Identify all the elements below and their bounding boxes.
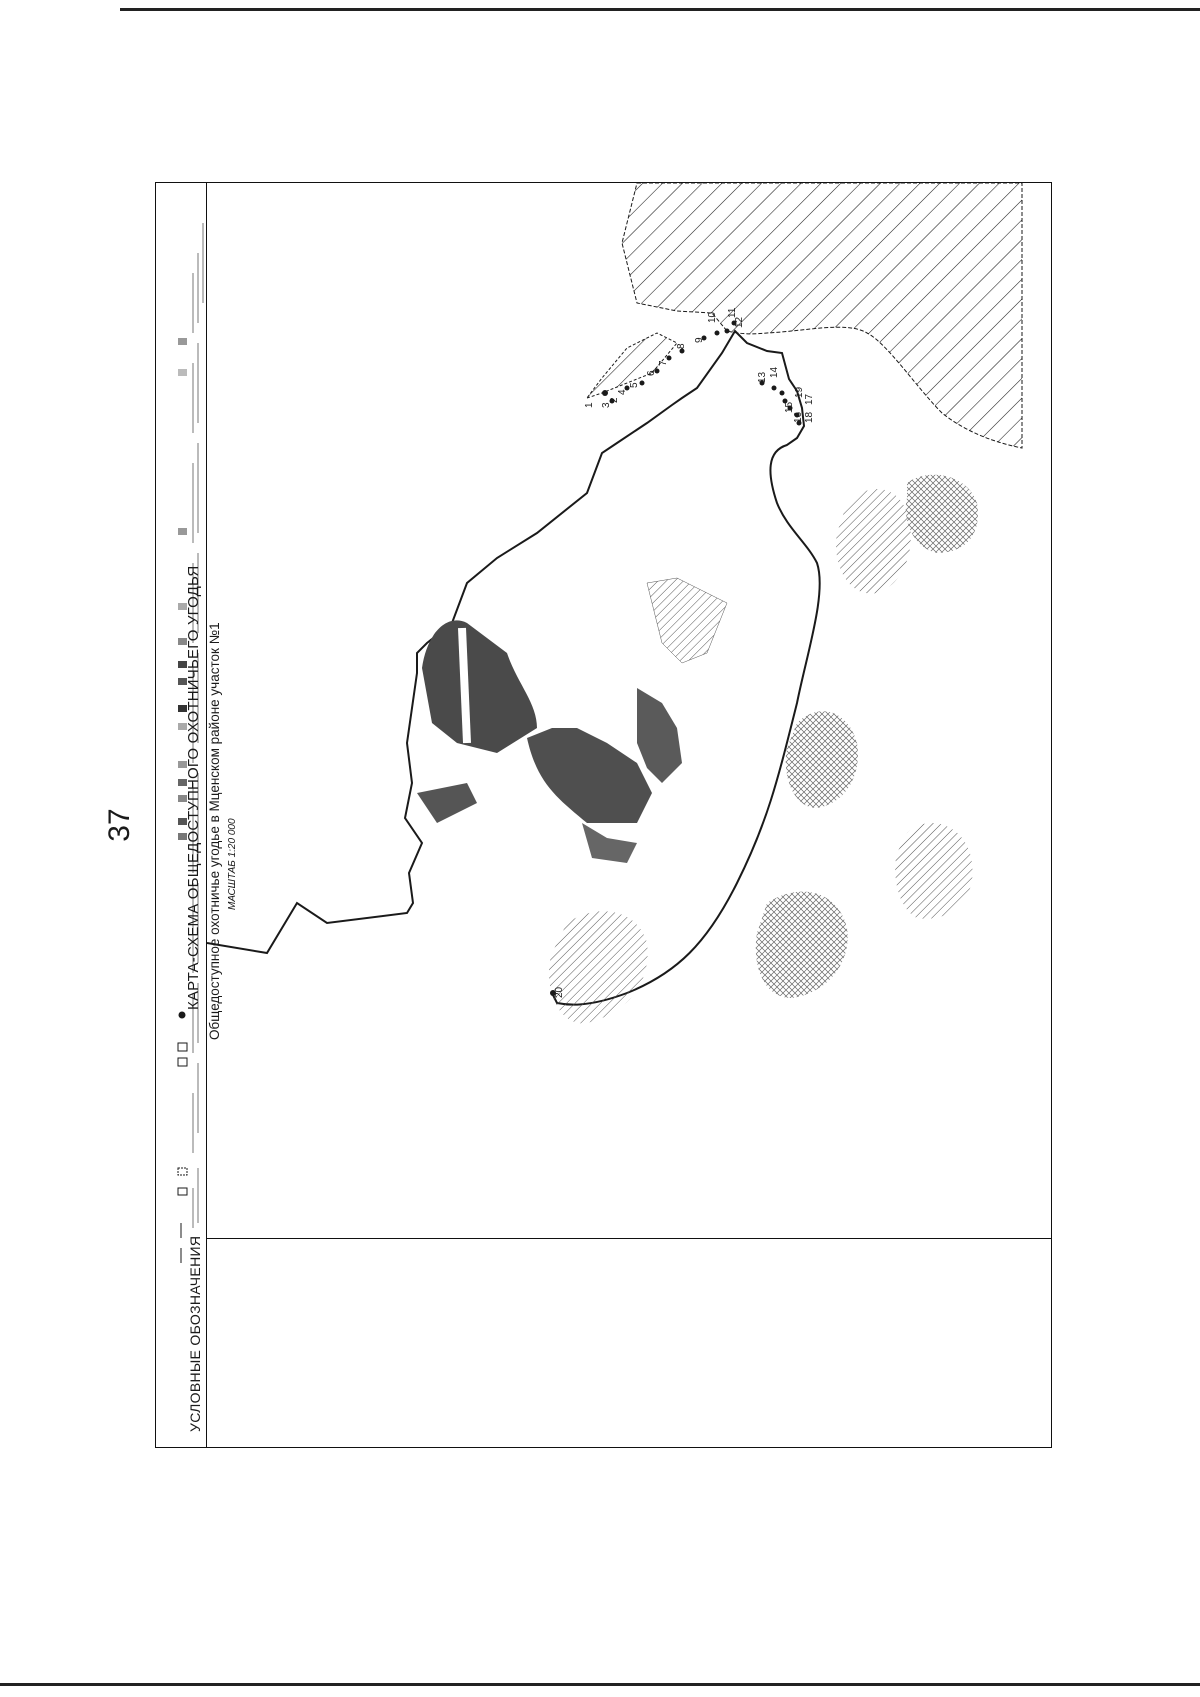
map-canvas xyxy=(207,183,1052,1238)
svg-text:16: 16 xyxy=(793,411,804,423)
shrub-patch-5 xyxy=(895,823,972,919)
svg-text:4: 4 xyxy=(617,389,628,395)
map-frame-line xyxy=(207,1238,1052,1239)
svg-text:9: 9 xyxy=(694,337,705,343)
svg-text:2: 2 xyxy=(609,397,620,403)
forest-block-3 xyxy=(527,728,652,823)
svg-text:11: 11 xyxy=(727,307,738,318)
svg-text:12: 12 xyxy=(734,316,745,328)
shrub-patch-2 xyxy=(836,489,911,593)
map-title: КАРТА-СХЕМА ОБЩЕДОСТУПНОГО ОХОТНИЧЬЕГО УГОДЬЯ xyxy=(185,565,202,1010)
forest-block-2 xyxy=(417,783,477,823)
legend-swatch-boundary xyxy=(178,1168,187,1175)
svg-text:20: 20 xyxy=(554,986,565,998)
map-drawing xyxy=(207,183,1052,1238)
forest-clearing xyxy=(462,628,467,743)
svg-text:10: 10 xyxy=(707,311,718,323)
shrub-patch-1 xyxy=(549,911,648,1023)
svg-text:1: 1 xyxy=(584,402,595,408)
legend-heading: УСЛОВНЫЕ ОБОЗНАЧЕНИЯ xyxy=(187,1235,203,1432)
svg-text:6: 6 xyxy=(646,370,657,376)
boundary-point-markers xyxy=(550,321,802,997)
svg-text:5: 5 xyxy=(629,382,640,388)
hunting-ground-boundary xyxy=(207,331,820,1005)
svg-text:17: 17 xyxy=(804,393,815,405)
shrub-patch-3 xyxy=(786,711,858,808)
forest-block-1 xyxy=(422,620,537,753)
forest-block-5 xyxy=(647,578,727,663)
scan-edge-line-top xyxy=(120,8,1200,11)
svg-text:18: 18 xyxy=(804,411,815,423)
map-sheet xyxy=(155,182,1052,1448)
svg-text:14: 14 xyxy=(769,366,780,378)
shrub-patch-4 xyxy=(756,892,848,998)
svg-text:13: 13 xyxy=(757,371,768,383)
svg-text:15: 15 xyxy=(784,401,795,413)
forest-block-4 xyxy=(637,688,682,783)
svg-text:8: 8 xyxy=(676,343,687,349)
restricted-zone-upper xyxy=(622,183,1022,448)
page-number: 37 xyxy=(103,808,136,842)
legend-swatch-area xyxy=(178,1188,187,1195)
svg-text:3: 3 xyxy=(601,402,612,408)
legend-swatch-settlement xyxy=(178,1058,187,1066)
forest-strip xyxy=(582,823,637,863)
legend-heading-block xyxy=(187,182,237,1432)
svg-text:7: 7 xyxy=(658,360,669,366)
map-scale: МАСШТАБ 1:20 000 xyxy=(227,818,238,910)
shrub-patch-6 xyxy=(906,475,978,553)
scan-edge-line-bottom xyxy=(0,1683,1200,1686)
map-subtitle: Общедоступное охотничье угодье в Мценском районе участок №1 xyxy=(207,622,222,1040)
svg-text:19: 19 xyxy=(794,386,805,398)
